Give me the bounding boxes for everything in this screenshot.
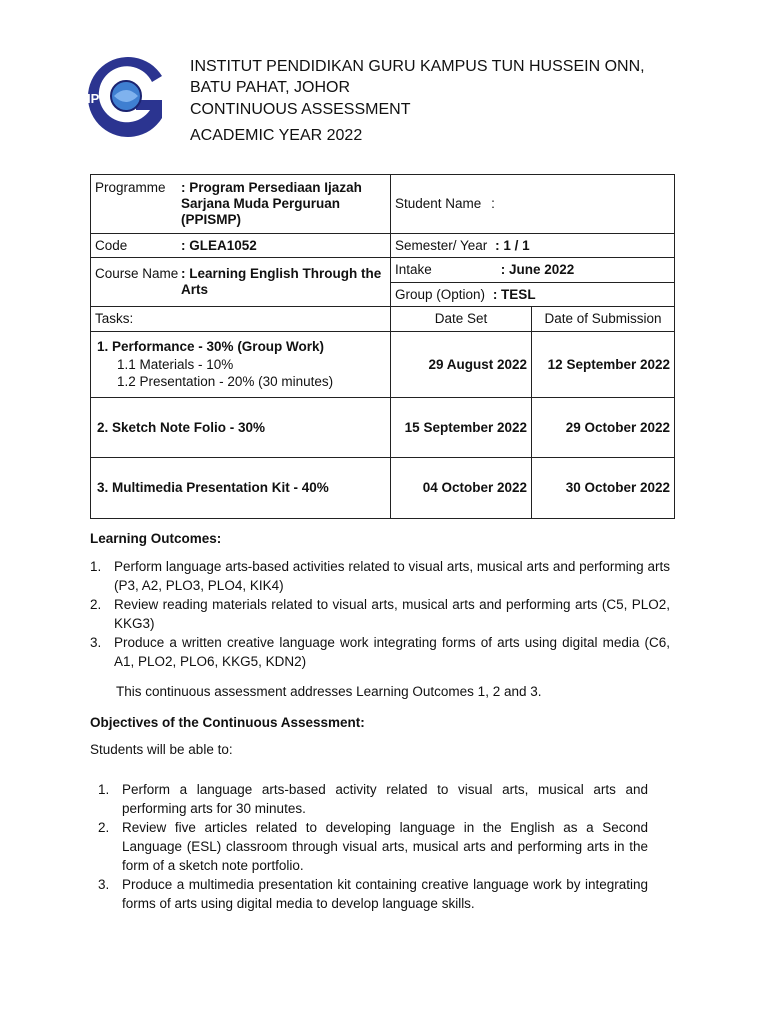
list-number: 1. [98,782,110,797]
task-cell [91,332,391,398]
list-text: Produce a multimedia presentation kit containing creative language work by integrating forms of arts using digital media to develop language skills. [122,877,648,911]
code-label: Code [95,237,128,253]
task-sub: 1.2 Presentation - 20% (30 minutes) [117,374,334,389]
academic-year: ACADEMIC YEAR 2022 [190,127,363,144]
course-cell [91,258,391,307]
task-title-text: 2. Sketch Note Folio - 30% [97,419,266,435]
intake-value: : June 2022 [500,262,575,277]
outcomes-note: This continuous assessment addresses Learning Outcomes 1, 2 and 3. [116,684,542,699]
task-sub: 1.1 Materials - 10% [117,357,234,372]
student-name-label: Student Name [395,196,482,211]
task-title [91,398,391,458]
objectives-list [98,780,648,913]
list-number: 2. [98,820,110,835]
ipg-logo [84,54,166,140]
list-text: Perform a language arts-based activity related to visual arts, musical arts and performing arts for 30 minutes. [122,782,648,816]
objectives-heading: Objectives of the Continuous Assessment: [90,715,365,730]
list-number: 3. [90,635,102,650]
course-label: Course Name [95,266,179,281]
programme-value: : Program Persediaan Ijazah Sarjana Muda Perguruan (PPISMP) [181,180,362,227]
task-submission: 30 October 2022 [532,458,675,519]
intake-cell [391,258,675,283]
institute-location: BATU PAHAT, JOHOR [190,79,351,96]
list-text: Perform language arts-based activities related to visual arts, musical arts and performing arts (P3, A2, PLO3, PLO4, KIK4) [114,559,670,593]
list-text: Review reading materials related to visual arts, musical arts and performing arts (C5, PLO2, KKG3) [114,597,670,631]
programme-cell [91,175,391,234]
code-value: : GLEA1052 [181,237,257,253]
learning-outcomes-list [90,557,670,671]
task-title-text: 3. Multimedia Presentation Kit - 40% [97,480,329,495]
task-row [91,332,675,398]
group-value: : TESL [492,286,536,302]
semester-value: : 1 / 1 [495,237,530,253]
list-item [90,595,670,633]
institute-name: INSTITUT PENDIDIKAN GURU KAMPUS TUN HUSSEIN ONN, [190,58,645,75]
list-number: 3. [98,877,110,892]
task-row [91,398,675,458]
list-text: Produce a written creative language work integrating forms of arts using digital media (C6, A1, PLO2, PLO6, KKG5, KDN2) [114,635,670,669]
intake-label: Intake [395,262,432,277]
list-item [90,633,670,671]
task-title [91,458,391,519]
list-number: 2. [90,597,102,612]
list-item [98,780,648,818]
group-cell [391,283,675,307]
tasks-header: Tasks: [91,307,391,332]
semester-cell [391,234,675,258]
list-number: 1. [90,559,102,574]
learning-outcomes-heading: Learning Outcomes: [90,531,222,546]
student-name-cell [391,175,675,234]
list-item [90,557,670,595]
submission-header: Date of Submission [532,307,675,332]
task-date-set: 04 October 2022 [391,458,532,519]
objectives-intro: Students will be able to: [90,742,233,757]
course-value: : Learning English Through the Arts [181,266,382,297]
programme-label: Programme [95,180,166,195]
task-submission: 29 October 2022 [532,398,675,458]
list-item [98,818,648,875]
logo-text: IPG [87,91,110,106]
doc-title: CONTINUOUS ASSESSMENT [190,101,411,118]
task-date-set: 29 August 2022 [391,332,532,398]
semester-label: Semester/ Year [395,237,488,253]
task-date-set: 15 September 2022 [391,398,532,458]
task-title: 1. Performance - 30% (Group Work) [97,339,325,354]
task-row [91,458,675,519]
assessment-info-table [90,174,675,519]
ipg-logo-mark [84,54,166,140]
task-submission: 12 September 2022 [532,332,675,398]
date-set-header: Date Set [391,307,532,332]
group-label: Group (Option) [395,286,486,302]
code-cell [91,234,391,258]
student-name-value: : [491,196,495,211]
list-text: Review five articles related to developing language in the English as a Second Language (ESL) classroom through visual arts, musical arts and performing arts in the form of a sketch note portfolio. [122,820,648,873]
list-item [98,875,648,913]
